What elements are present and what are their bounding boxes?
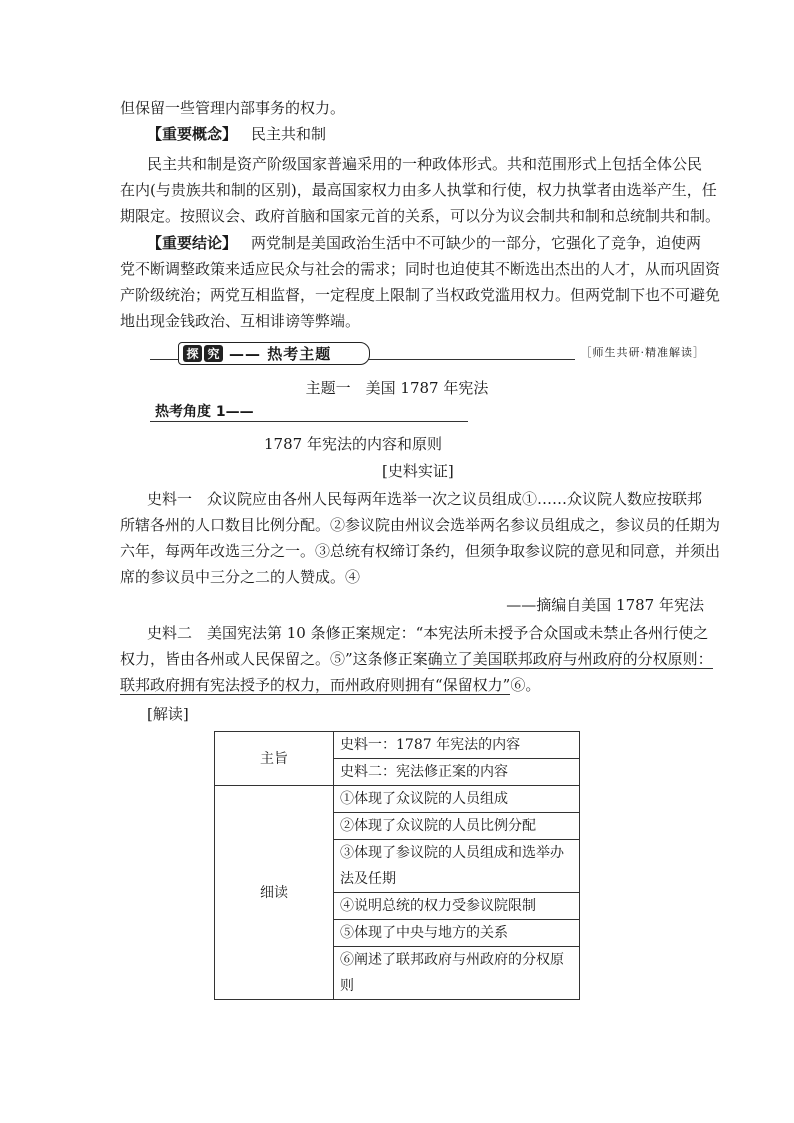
conclusion-line-2: 产阶级统治；两党互相监督，一定程度上限制了当权政党滥用权力。但两党制下也不可避免 xyxy=(120,286,721,304)
concept-heading xyxy=(147,124,326,144)
detail-row-2: ②体现了众议院的人员比例分配 xyxy=(334,813,580,840)
banner-char-2: 究 xyxy=(204,345,223,362)
concept-line-3: 期限定。按照议会、政府首脑和国家元首的关系，可以分为议会制共和制和总统制共和制。 xyxy=(120,207,721,225)
concept-line-2: 在内(与贵族共和制的区别)，最高国家权力由多人执掌和行使，权力执掌者由选举产生，任 xyxy=(120,181,717,199)
conclusion-first: 两党制是美国政治生活中不可缺少的一部分，它强化了竞争，迫使两 xyxy=(251,234,702,252)
detail-row-6: ⑥阐述了联邦政府与州政府的分权原则 xyxy=(334,947,580,1000)
reading-label: [解读] xyxy=(147,705,189,723)
source1-line-4: 席的参议员中三分之二的人赞成。④ xyxy=(120,568,361,586)
detail-row-3: ③体现了参议院的人员组成和选举办法及任期 xyxy=(334,840,580,893)
table-row xyxy=(215,732,580,759)
main-label-cell: 主旨 xyxy=(215,732,334,786)
source2-line-3 xyxy=(120,675,540,695)
source2-line-2-underlined: 确立了美国联邦政府与州政府的分权原则： xyxy=(427,650,713,668)
source2-line-3-underlined: 联邦政府拥有宪法授予的权力，而州政府则拥有“保留权力” xyxy=(120,676,511,694)
conclusion-line-3: 地出现金钱政治、互相诽谤等弊端。 xyxy=(120,312,361,330)
detail-row-5: ⑤体现了中央与地方的关系 xyxy=(334,920,580,947)
source2-line-3-end: ⑥。 xyxy=(510,676,541,694)
section-banner xyxy=(150,342,705,364)
main-row-2: 史料二：宪法修正案的内容 xyxy=(334,759,580,786)
conclusion-tag: 【重要结论】 xyxy=(147,234,238,252)
source1-citation: ——摘编自美国 1787 年宪法 xyxy=(506,596,704,614)
banner-pill xyxy=(178,342,370,365)
main-row-1: 史料一：1787 年宪法的内容 xyxy=(334,732,580,759)
detail-row-1: ①体现了众议院的人员组成 xyxy=(334,786,580,813)
evidence-label: [史料实证] xyxy=(382,462,454,480)
source1-line-2: 所辖各州的人口数目比例分配。②参议院由州议会选举两名参议员组成之，参议员的任期为 xyxy=(120,516,721,534)
concept-tag: 【重要概念】 xyxy=(147,125,238,143)
concept-line-1: 民主共和制是资产阶级国家普遍采用的一种政体形式。共和范围形式上包括全体公民 xyxy=(147,155,703,173)
source2-line-2 xyxy=(120,649,713,669)
source2-line-2-plain: 权力，皆由各州或人民保留之。⑤”这条修正案 xyxy=(120,650,428,668)
concept-title: 民主共和制 xyxy=(251,125,327,143)
conclusion-heading xyxy=(147,233,701,253)
detail-label-cell: 细读 xyxy=(215,786,334,1000)
intro-end-text: 但保留一些管理内部事务的权力。 xyxy=(120,99,346,117)
topic-title: 主题一 美国 1787 年宪法 xyxy=(305,379,489,397)
table-row xyxy=(215,786,580,813)
banner-title: —— 热考主题 xyxy=(229,345,332,363)
source2-line-1: 史料二 美国宪法第 10 条修正案规定：“本宪法所未授予合众国或未禁止各州行使之 xyxy=(147,624,709,642)
source1-line-1: 史料一 众议院应由各州人民每两年选举一次之议员组成①……众议院人数应按联邦 xyxy=(147,490,703,508)
banner-char-1: 探 xyxy=(183,345,202,362)
angle-rule xyxy=(150,421,468,422)
angle-subhead xyxy=(150,401,468,423)
banner-subtitle: ［师生共研·精准解读］ xyxy=(575,344,706,360)
conclusion-line-1: 党不断调整政策来适应民众与社会的需求；同时也迫使其不断选出杰出的人才，从而巩固资 xyxy=(120,260,721,278)
detail-row-4: ④说明总统的权力受参议院限制 xyxy=(334,893,580,920)
angle-label: 热考角度 1—— xyxy=(155,404,254,420)
angle-title: 1787 年宪法的内容和原则 xyxy=(264,435,442,453)
reading-table xyxy=(214,731,580,1000)
source1-line-3: 六年，每两年改选三分之一。③总统有权缔订条约，但须争取参议院的意见和同意，并须出 xyxy=(120,542,721,560)
